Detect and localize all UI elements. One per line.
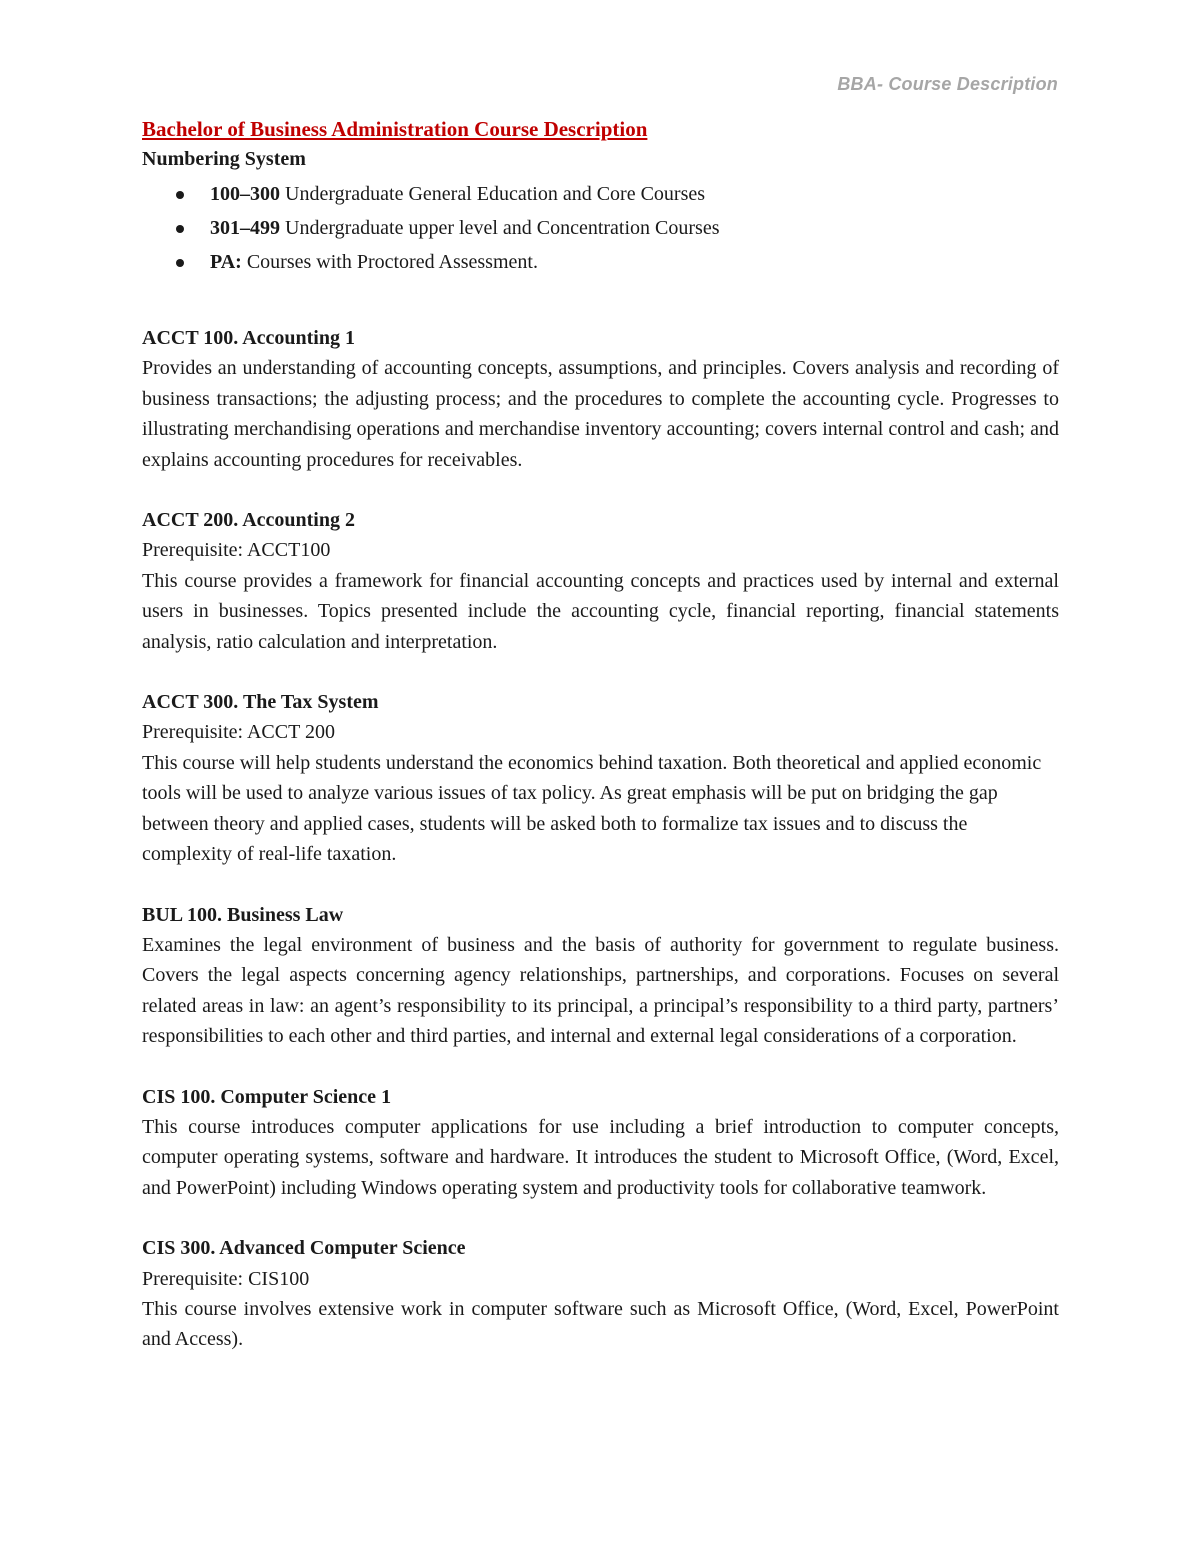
course-title: ACCT 300. The Tax System [142,691,379,714]
numbering-text: Undergraduate General Education and Core Courses [280,183,706,205]
numbering-code: 100–300 [210,183,280,205]
course-description: This course introduces computer applications for use including a brief introduction to computer concepts, computer operating systems, software and hardware. It introduces the student to Microsoft Office, (Word, Excel, and PowerPoint) including Windows operating system and productivity tools for collaborative teamwork. [142,1115,1059,1199]
bullet-icon [176,259,184,267]
list-item [142,211,1059,245]
course-prerequisite: Prerequisite: ACCT100 [142,539,331,562]
course-title: ACCT 100. Accounting 1 [142,327,355,349]
numbering-list [142,177,1059,279]
course-title: CIS 300. Advanced Computer Science [142,1237,466,1260]
course-bul-100 [142,900,1059,1052]
course-acct-100 [142,323,1059,475]
course-cis-300 [142,1233,1059,1355]
running-header: BBA- Course Description [837,74,1058,94]
course-title: BUL 100. Business Law [142,903,344,926]
course-prerequisite: Prerequisite: CIS100 [142,1267,310,1290]
course-prerequisite: Prerequisite: ACCT 200 [142,721,335,744]
numbering-text: Undergraduate upper level and Concentration Courses [280,217,720,239]
course-title: CIS 100. Computer Science 1 [142,1085,392,1108]
list-item [142,245,1059,279]
course-description: Examines the legal environment of business and the basis of authority for government to regulate business. Covers the legal aspects concerning agency relationships, partnerships, and corporations. Focuses on several related areas in law: an agent’s responsibility to its principal, a principal’s responsibility to a third party, partners’ responsibilities to each other and third parties, and internal and external legal considerations of a corporation. [142,933,1059,1048]
course-acct-300 [142,687,1059,869]
course-description: This course will help students understand the economics behind taxation. Both theoretical and applied economic tools will be used to analyze various issues of tax policy. As great emphasis will be put on bridging the gap between theory and applied cases, students will be asked both to formalize tax issues and to discuss the complexity of real-life taxation. [142,751,1042,866]
numbering-text: Courses with Proctored Assessment. [241,251,538,273]
bullet-icon [176,191,184,199]
numbering-system-heading: Numbering System [142,148,306,170]
bullet-icon [176,225,184,233]
numbering-code: PA: [210,251,242,273]
course-description: This course provides a framework for financial accounting concepts and practices used by internal and external users in businesses. Topics presented include the accounting cycle, financial reporting, financial statements analysis, ratio calculation and interpretation. [142,569,1059,653]
course-acct-200 [142,505,1059,657]
numbering-code: 301–499 [210,217,280,239]
course-description: Provides an understanding of accounting concepts, assumptions, and principles. Covers analysis and recording of business transactions; the adjusting process; and the procedures to complete the accounting cycle. Progresses to illustrating merchandising operations and merchandise inventory accounting; covers internal control and cash; and explains accounting procedures for receivables. [142,357,1059,471]
list-item [142,177,1059,211]
document-title: Bachelor of Business Administration Course Description [142,117,648,141]
course-title: ACCT 200. Accounting 2 [142,509,355,532]
course-cis-100 [142,1082,1059,1204]
page-content [142,114,1059,1355]
course-description: This course involves extensive work in computer software such as Microsoft Office, (Word, Excel, PowerPoint and Access). [142,1297,1059,1351]
